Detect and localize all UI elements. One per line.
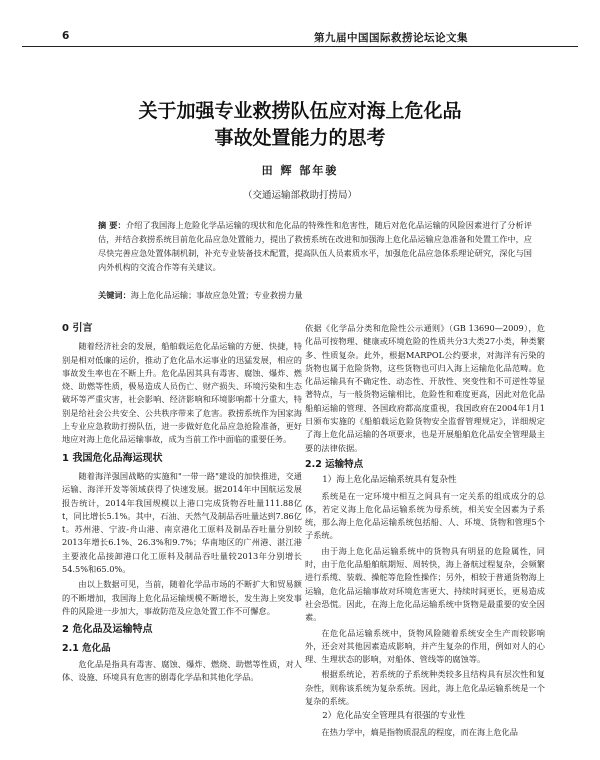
section-heading: 1 我国危化品海运现状 (62, 452, 163, 464)
body-paragraph: 由以上数据可见，当前，随着化学品市场的不断扩大和贸易额的不断增加，我国海上危化品运输规模不断增长，发生海上突发事件的风险进一步加大，事故防范及应急处置工作不可懈怠。 (62, 579, 302, 616)
abstract-text: 介绍了我国海上危险化学品运输的现状和危化品的特殊性和危害性，随后对危化品运输的风险因素进行了分析评估，并结合救捞系统目前危化品应急处置能力，提出了救捞系统在改进和加强海上危化品运输应急准备和处置工作中，应尽快完善应急处置体制机制，补充专业装备技术配置，提高队伍人员素质水平，加强危化品应急体系理论研究，深化与国内外机构的交流合作等有关建议。 (98, 220, 532, 272)
body-paragraph: 依据《化学品分类和危险性公示通则》（GB 13690—2009），危化品可按物理、健康或环境危险的性质共分3大类27小类，种类繁多、性质复杂。此外，根据MARPOL公约要求，对海洋有污染的货物也属于危险货物，这些货物也可归入海上运输危化品范畴。危化品运输具有不确定性、动态性、开放性、突变性和不可逆性等显著特点，与一般货物运输相比，危险性和难度更高，因此对危化品船舶运输的管理、各国政府都高度重视，我国政府在2004年1月1日颁布实施的《船舶载运危险货物安全监督管理规定》，详细规定了海上危化品运输的各项要求，也是开展船舶危化品安全管理最主要的法律依据。 (305, 323, 545, 453)
section-heading: 2 危化品及运输特点 (62, 624, 153, 636)
subsection-heading: 2.1 危化品 (62, 642, 111, 654)
body-paragraph: 在危化品运输系统中，货物风险随着系统安全生产而较影响外，还会对其他因素造成影响，并产生复杂的作用，例如对人的心理、生理状态的影响，对船体、管线等的腐蚀等。 (305, 627, 545, 665)
body-paragraph: 在热力学中，熵是指物质混乱的程度，而在海上危化品 (321, 726, 518, 737)
right-column (305, 322, 545, 741)
keywords-label: 关键词： (98, 290, 131, 300)
affiliation: （交通运输部救助打捞局） (242, 190, 357, 201)
abstract (98, 218, 532, 274)
left-column (62, 322, 302, 686)
paper-title-line-2: 事故处置能力的思考 (214, 127, 386, 149)
subsection-heading: 2.2 运输特点 (305, 458, 364, 470)
abstract-label: 摘 要： (98, 220, 126, 230)
conference-name: 第九届中国国际救捞论坛论文集 (314, 32, 468, 44)
authors: 田 辉 郜年骏 (261, 164, 339, 177)
page-number: 6 (62, 30, 70, 42)
numbered-point: 1）海上危化品运输系统具有复杂性 (322, 475, 457, 486)
body-paragraph: 随着海洋强国战略的实施和"一带一路"建设的加快推进，交通运输、海洋开发等领域获得了快速发展。据2014年中国航运发展报告统计，2014年我国规模以上港口完成货物吞吐量111.88亿t，同比增长5.1%。其中，石油、天然气及制品吞吐量达到7.86亿t。苏州港、宁波-舟山港、南京港化工原料及制品吞吐量分别较2013年增长6.1%、26.3%和9.7%；华南地区的广州港、湛江港主要液化品接卸港口化工原料及制品吞吐量较2013年分别增长54.5%和65.0%。 (62, 470, 302, 575)
keywords (98, 290, 532, 301)
body-paragraph: 随着经济社会的发展，船舶载运危化品运输的方便、快捷，特别是相对低廉的运价，推动了危化品水运事业的迅猛发展，相应的事故发生率也在不断上升。危化品因其具有毒害、腐蚀、爆炸、燃烧、助燃等性质，极易造成人员伤亡、财产损失、环境污染和生态破坏等严重灾害，社会影响、经济影响和环境影响都十分重大，特别是给社会公共安全、公共秩序带来了危害。救捞系统作为国家海上专业应急救助打捞队伍，进一步做好危化品应急抢险准备，更好地应对海上危化品运输事故，成为当前工作中面临的重要任务。 (62, 341, 302, 445)
body-paragraph: 根据系统论，若系统的子系统种类较多且结构具有层次性和复杂性，则称该系统为复杂系统。因此，海上危化品运输系统是一个复杂的系统。 (305, 669, 545, 707)
numbered-point: 2）危化品安全管理具有很强的专业性 (322, 711, 466, 722)
keywords-text: 海上危化品运输；事故应急处置；专业救捞力量 (130, 290, 303, 300)
body-paragraph: 危化品是指具有毒害、腐蚀、爆炸、燃烧、助燃等性质，对人体、设施、环境具有危害的剧毒化学品和其他化学品。 (62, 658, 302, 683)
body-paragraph: 由于海上危化品运输系统中的货物具有明显的危险属性，同时，由于危化品船舶航期短、周转快，海上备航过程复杂，会频繁进行系缆、装载、操舵等危险性操作；另外，相较于普通货物海上运输，危化品运输事故对环境危害更大、持续时间更长，更易造成社会恐慌。因此，在海上危化品运输系统中货物是最重要的安全因素。 (305, 545, 545, 623)
running-header (22, 28, 578, 47)
paper-title-line-1: 关于加强专业救捞队伍应对海上危化品 (138, 100, 462, 122)
section-heading: 0 引言 (62, 323, 93, 334)
body-paragraph: 系统是在一定环境中相互之间具有一定关系的组成成分的总体，若定义海上危化品运输系统为母系统，相关安全因素为子系统，那么海上危化品运输系统包括船、人、环境、货物和管理5个子系统。 (305, 490, 545, 541)
